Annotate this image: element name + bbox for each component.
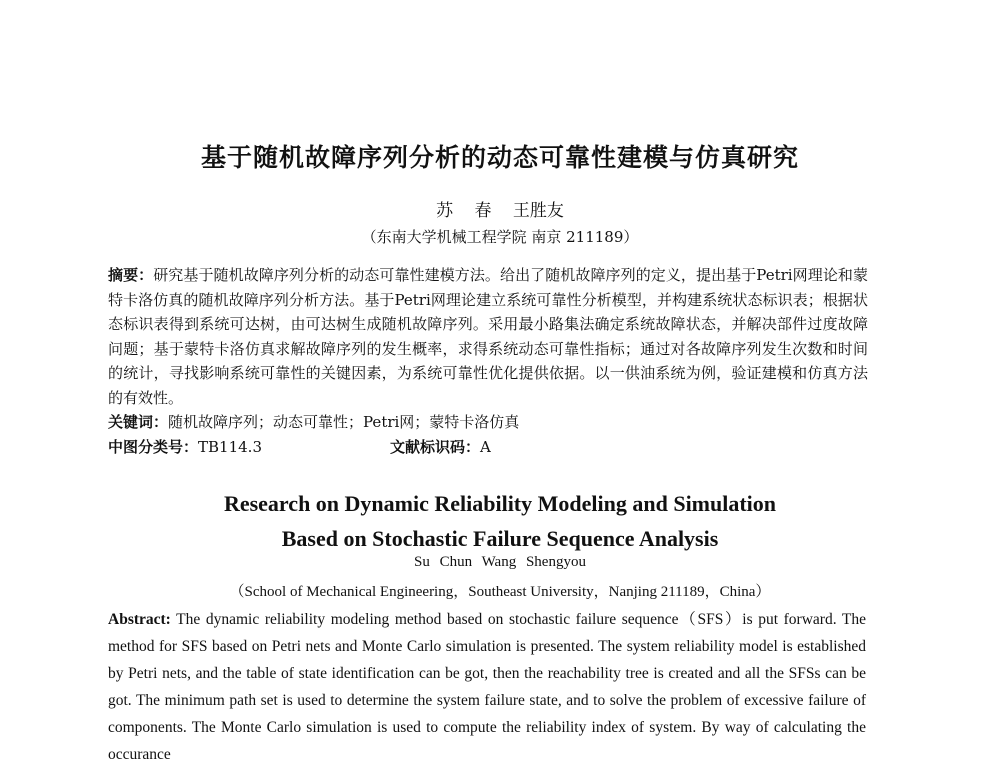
chinese-abstract: [108, 263, 868, 410]
chinese-affiliation: （东南大学机械工程学院 南京 211189）: [361, 228, 639, 246]
classification-number: [108, 438, 262, 456]
chinese-authors: 苏 春 王胜友: [436, 201, 564, 221]
english-affiliation: （School of Mechanical Engineering，Southeast University，Nanjing 211189，China）: [229, 584, 771, 600]
document-code-value: A: [480, 437, 491, 456]
english-abstract: [108, 606, 866, 768]
chinese-title: 基于随机故障序列分析的动态可靠性建模与仿真研究: [200, 143, 799, 172]
document-code-label: 文献标识码：: [390, 437, 481, 456]
chinese-keywords: [108, 410, 868, 435]
english-abstract-label: Abstract:: [108, 611, 171, 628]
chinese-abstract-text: 研究基于随机故障序列分析的动态可靠性建模方法。给出了随机故障序列的定义，提出基于Petri网理论和蒙特卡洛仿真的随机故障序列分析方法。基于Petri网理论建立系统可靠性分析模型，并构建系统状态标识表；根据状态标识表得到系统可达树，由可达树生成随机故障序列。采用最小路集法确定系统故障状态，并解决部件过度故障问题；基于蒙特卡洛仿真求解故障序列的发生概率，求得系统动态可靠性指标；通过对各故障序列发生次数和时间的统计，寻找影响系统可靠性的关键因素，为系统可靠性优化提供依据。以一供油系统为例，验证建模和仿真方法的有效性。: [108, 266, 868, 407]
chinese-abstract-label: 摘要：: [108, 266, 154, 284]
classification-label: 中图分类号：: [108, 437, 199, 456]
english-authors: Su Chun Wang Shengyou: [414, 554, 586, 570]
english-title-line-2: Based on Stochastic Failure Sequence Analysis: [281, 526, 719, 551]
english-abstract-text: The dynamic reliability modeling method based on stochastic failure sequence（SFS）is put forward. The method for SFS based on Petri nets and Monte Carlo simulation is presented. The system reliability model is established by Petri nets, and the table of state identification can be got, then the reachability tree is created and all the SFSs can be got. The minimum path set is used to determine the system failure state, and to solve the problem of excessive failure of components. The Monte Carlo simulation is used to compute the reliability index of system. By way of calculating the occurance: [108, 611, 866, 763]
chinese-keywords-label: 关键词：: [108, 413, 169, 431]
document-code: [390, 435, 491, 460]
chinese-keywords-text: 随机故障序列；动态可靠性；Petri网；蒙特卡洛仿真: [168, 413, 520, 431]
english-title-line-1: Research on Dynamic Reliability Modeling and Simulation: [223, 491, 777, 516]
chinese-front-matter: [108, 263, 868, 459]
classification-value: TB114.3: [198, 437, 262, 456]
classification-row: [108, 435, 868, 459]
english-title: [0, 486, 1000, 556]
